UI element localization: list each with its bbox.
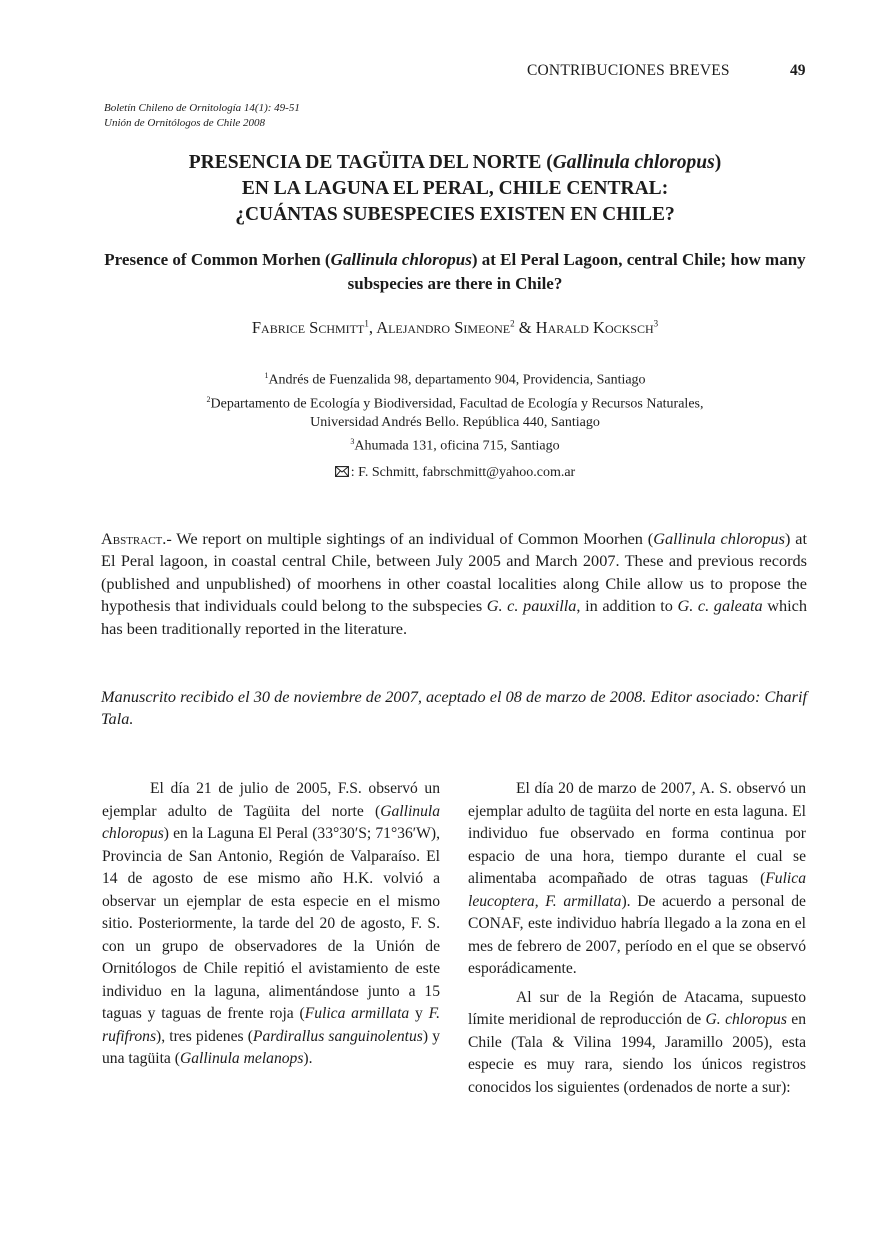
paragraph: El día 20 de marzo de 2007, A. S. observó un ejemplar adulto de tagüita del norte en esta laguna. El individuo fue observado en forma continua por espacio de una hora, tiempo durante el cual se alimentaba acompañado de otras taguas (Fulica leucoptera, F. armillata). De acuerdo a personal de CONAF, este individuo habría llegado a la zona en el mes de febrero de 2007, período en el que se observó esporádicamente.: [468, 780, 806, 977]
article-title: [100, 150, 810, 228]
affiliation-3: $^3$Ahumada 131, oficina 715, Santiago: [350, 437, 560, 454]
envelope-icon: [335, 466, 349, 477]
affiliation-1: $^1$Andrés de Fuenzalida 98, departamento 904, Providencia, Santiago: [264, 371, 646, 388]
body-column-left: [102, 778, 440, 1071]
affiliation-2: $^2$Departamento de Ecología y Biodiversidad, Facultad de Ecología y Recursos Naturales,: [206, 394, 704, 412]
manuscript-dates: Manuscrito recibido el 30 de noviembre de 2007, aceptado el 08 de marzo de 2008. Editor asociado: Charif Tala.: [101, 687, 807, 728]
affiliation-2-cont: Universidad Andrés Bello. República 440, Santiago: [310, 415, 600, 431]
author-3: Harald Kocksch: [535, 318, 654, 337]
title-line-1: PRESENCIA DE TAGÜITA DEL NORTE (Gallinula chloropus): [188, 152, 722, 173]
author-list: Fabrice Schmitt$^1$, Alejandro Simeone$^2$ & Harald Kocksch$^3$: [251, 318, 659, 337]
journal-citation: Boletín Chileno de Ornitología 14(1): 49-51: [104, 102, 300, 114]
page-number: 49: [790, 62, 806, 79]
contact-email: : F. Schmitt, fabrschmitt@yahoo.com.ar: [100, 465, 810, 481]
running-head-section: CONTRIBUCIONES BREVES: [527, 62, 730, 79]
journal-publisher: Unión de Ornitólogos de Chile 2008: [104, 117, 266, 129]
abstract: Abstract.- We report on multiple sightings of an individual of Common Moorhen (Gallinula chloropus) at El Peral lagoon, in coastal central Chile, between July 2005 and March 2007. These and previous records (published and unpublished) of moorhens in other coastal localities along Chile allow us to propose the hypothesis that individuals could belong to the subspecies G. c. pauxilla, in addition to G. c. galeata which has been traditionally reported in the literature.: [101, 529, 808, 638]
title-line-2: EN LA LAGUNA EL PERAL, CHILE CENTRAL:: [241, 178, 669, 199]
paragraph: Al sur de la Región de Atacama, supuesto límite meridional de reproducción de G. chloropus en Chile (Tala & Vilina 1994, Jaramillo 2005), esta especie es muy rara, siendo los únicos registros conocidos los siguientes (ordenados de norte a sur):: [468, 988, 806, 1096]
title-line-3: ¿CUÁNTAS SUBESPECIES EXISTEN EN CHILE?: [235, 204, 675, 225]
author-1: Fabrice Schmitt: [251, 318, 365, 337]
affiliations: [100, 366, 810, 456]
abstract-label: Abstract: [101, 529, 163, 548]
english-title: Presence of Common Morhen (Gallinula chloropus) at El Peral Lagoon, central Chile; how many subspecies are there in Chile?: [104, 250, 806, 293]
author-2: Alejandro Simeone: [376, 318, 511, 337]
paragraph: El día 21 de julio de 2005, F.S. observó un ejemplar adulto de Tagüita del norte (Gallinula chloropus) en la Laguna El Peral (33°30′S; 71°36′W), Provincia de San Antonio, Región de Valparaíso. El 14 de agosto de ese mismo año H.K. volvió a observar un ejemplar de esta especie en el mismo sitio. Posteriormente, la tarde del 20 de agosto, F. S. con un grupo de observadores de la Unión de Ornitólogos de Chile repitió el avistamiento de este individuo en la laguna, alimentándose junto a 15 taguas y taguas de frente roja (Fulica armillata y F. rufifrons), tres pidenes (Pardirallus sanguinolentus) y una tagüita (Gallinula melanops).: [102, 780, 441, 1067]
body-column-right: [468, 778, 806, 1099]
